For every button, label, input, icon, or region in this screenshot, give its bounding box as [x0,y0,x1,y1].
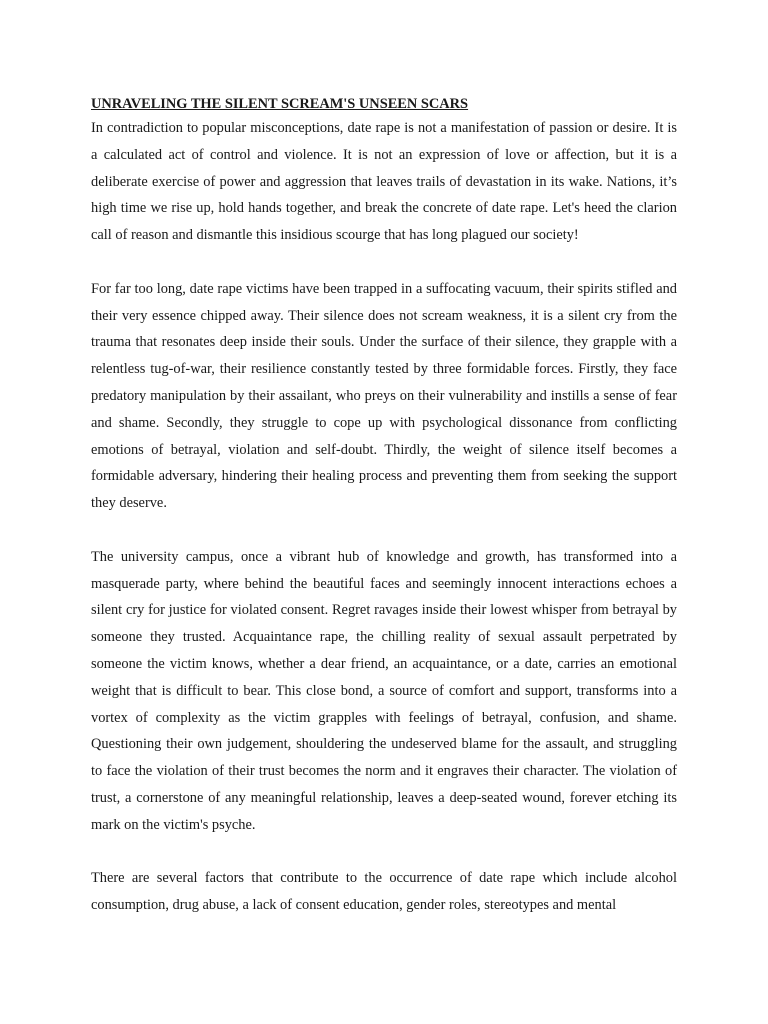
paragraph-4: There are several factors that contribute to the occurrence of date rape which include alcohol consumption, drug abuse, a lack of consent education, gender roles, stereotypes and mental [91,870,677,914]
document-body [91,91,677,946]
paragraph-1: In contradiction to popular misconceptions, date rape is not a manifestation of passion or desire. It is a calculated act of control and violence. It is not an expression of love or affection, but it is a deliberate exercise of power and aggression that leaves trails of devastation in its wake. Nations, it’s high time we rise up, hold hands together, and break the concrete of date rape. Let's heed the clarion call of reason and dismantle this insidious scourge that has long plagued our society! [91,120,677,244]
paragraph-3: The university campus, once a vibrant hub of knowledge and growth, has transformed into a masquerade party, where behind the beautiful faces and seemingly innocent interactions echoes a silent cry for justice for violated consent. Regret ravages inside their lowest whisper from betrayal by someone they trusted. Acquaintance rape, the chilling reality of sexual assault perpetrated by someone the victim knows, whether a dear friend, an acquaintance, or a date, carries an emotional weight that is difficult to bear. This close bond, a source of comfort and support, transforms into a vortex of complexity as the victim grapples with feelings of betrayal, confusion, and shame. Questioning their own judgement, shouldering the undeserved blame for the assault, and struggling to face the violation of their trust becomes the norm and it engraves their character. The violation of trust, a cornerstone of any meaningful relationship, leaves a deep-seated wound, forever etching its mark on the victim's psyche. [91,548,677,833]
document-title: UNRAVELING THE SILENT SCREAM'S UNSEEN SCARS [91,96,469,112]
paragraph-2: For far too long, date rape victims have been trapped in a suffocating vacuum, their spirits stifled and their very essence chipped away. Their silence does not scream weakness, it is a silent cry from the trauma that resonates deep inside their souls. Under the surface of their silence, they grapple with a relentless tug-of-war, their resilience constantly tested by three formidable forces. Firstly, they face predatory manipulation by their assailant, who preys on their vulnerability and instills a sense of fear and shame. Secondly, they struggle to cope up with psychological dissonance from conflicting emotions of betrayal, violation and self-doubt. Thirdly, the weight of silence itself becomes a formidable adversary, hindering their healing process and preventing them from seeking the support they deserve. [91,280,677,512]
